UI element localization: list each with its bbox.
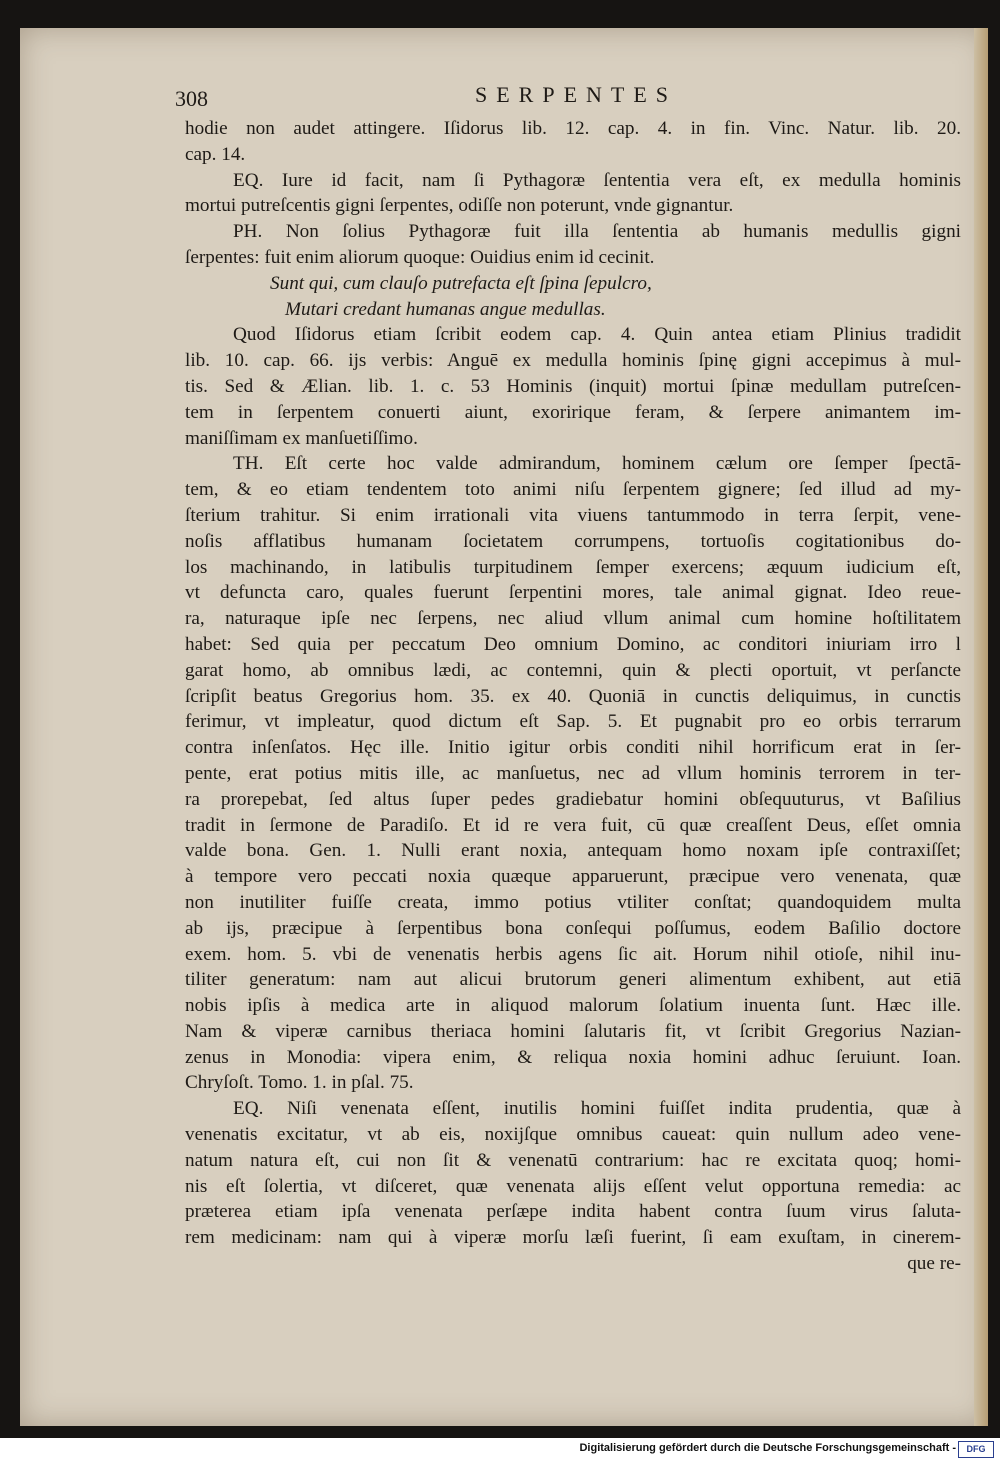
text-line: garat homo, ab omnibus lædi, ac contemni, quin & plecti oportuit, vt perſancte — [185, 659, 961, 681]
running-title: SERPENTES — [475, 82, 678, 107]
text-line: tem in ſerpentem conuerti aiunt, exoririque feram, & ſerpere animantem im- — [185, 401, 961, 423]
text-line: tradit in ſermone de Paradiſo. Et id re vera fuit, cū quæ creaſſent Deus, eſſet omnia — [185, 814, 961, 836]
text-line: ſcripſit beatus Gregorius hom. 35. ex 40. Quoniā in cunctis deliquimus, in cunctis — [185, 685, 961, 707]
text-line: nis eſt ſolertia, vt diſceret, quæ venenata alijs eſſent velut opportuna remedia: ac — [185, 1175, 961, 1197]
text-line: TH. Eſt certe hoc valde admirandum, hominem cælum ore ſemper ſpectā- — [233, 453, 961, 475]
text-line: venenatis excitatur, vt ab eis, noxijſque omnibus caueat: quin nullum adeo vene- — [185, 1124, 961, 1146]
text-line: ſerpentes: fuit enim aliorum quoque: Ouidius enim id cecinit. — [185, 246, 655, 268]
catchword: que re- — [907, 1253, 961, 1275]
text-line: valde bona. Gen. 1. Nulli erant noxia, antequam homo noxam ipſe contraxiſſet; — [185, 840, 961, 862]
text-line: ferimur, vt impleatur, quod dictum eſt Sap. 5. Et pugnabit pro eo orbis terrarum — [185, 711, 961, 733]
text-line: nobis ipſis à medica arte in aliquod malorum ſolatium inuenta ſunt. Hæc ille. — [185, 995, 961, 1017]
text-line: vt defuncta caro, quales fuerunt ſerpentini mores, tale animal gignat. Ideo reue- — [185, 582, 961, 604]
text-line: los machinando, in latibulis turpitudinem ſemper exercens; æquum iudicium eſt, — [185, 556, 961, 578]
text-line: exem. hom. 5. vbi de venenatis herbis agens ſic ait. Horum nihil otioſe, nihil inu- — [185, 943, 961, 965]
verse-line: Mutari credant humanas angue medullas. — [285, 298, 606, 320]
text-line: habet: Sed quia per peccatum Deo omnium Domino, ac conditori iniuriam irro l — [185, 633, 961, 655]
text-line: maniſſimam ex manſuetiſſimo. — [185, 427, 418, 449]
text-line: lib. 10. cap. 66. ijs verbis: Anguē ex medulla hominis ſpinę gigni accepimus à mul- — [185, 350, 961, 372]
dfg-logo-icon: DFG — [958, 1441, 994, 1458]
text-line: contra inſenſatos. Hęc ille. Initio igitur orbis conditi nihil horrificum erat in ſer- — [185, 737, 961, 759]
text-line: tem, & eo etiam tendentem toto animi niſu ſerpentem gignere; ſed illud ad my- — [185, 479, 961, 501]
text-line: præterea etiam ipſa venenata perſæpe indita habent contra ſuum virus ſaluta- — [185, 1201, 961, 1223]
page-edge — [974, 28, 988, 1426]
text-line: hodie non audet attingere. Iſidorus lib. 12. cap. 4. in fin. Vinc. Natur. lib. 20. — [185, 118, 961, 139]
text-line: EQ. Iure id facit, nam ſi Pythagoræ ſententia vera eſt, ex medulla hominis — [233, 169, 961, 191]
text-line: EQ. Niſi venenata eſſent, inutilis homini fuiſſet indita prudentia, quæ à — [233, 1098, 961, 1120]
text-line: rem medicinam: nam qui à viperæ morſu læſi fuerint, ſi eam exuſtam, in cinerem- — [185, 1227, 961, 1249]
text-line: natum natura eſt, cui non ſit & venenatū contrarium: hac re excitata quoq; homi- — [185, 1149, 961, 1171]
text-line: PH. Non ſolius Pythagoræ fuit illa ſententia ab humanis medullis gigni — [233, 221, 961, 243]
text-line: Nam & viperæ carnibus theriaca homini ſalutaris fit, vt ſcribit Gregorius Nazian- — [185, 1020, 961, 1042]
text-line: mortui putreſcentis gigni ſerpentes, odiſſe non poterunt, vnde gignantur. — [185, 195, 734, 217]
text-line: ra prorepebat, ſed altus ſuper pedes gradiebatur homini obſequuturus, vt Baſilius — [185, 788, 961, 810]
text-line: noſis afflatibus humanam ſocietatem corrumpens, tortuoſis cogitationibus do- — [185, 530, 961, 552]
text-line: tis. Sed & Ælian. lib. 1. c. 53 Hominis (inquit) mortui ſpinæ medullam putreſcen- — [185, 375, 961, 397]
page-number: 308 — [175, 86, 208, 111]
text-line: cap. 14. — [185, 143, 246, 165]
verse-line: Sunt qui, cum clauſo putrefacta eſt ſpina ſepulcro, — [270, 272, 652, 294]
text-line: Chryſoſt. Tomo. 1. in pſal. 75. — [185, 1072, 414, 1094]
funding-credit: Digitalisierung gefördert durch die Deutsche Forschungsgemeinschaft - — [579, 1442, 956, 1454]
text-line: pente, erat potius mitis ille, ac manſuetus, nec ad vllum hominis terrorem in ter- — [185, 762, 961, 784]
text-line: Quod Iſidorus etiam ſcribit eodem cap. 4. Quin antea etiam Plinius tradidit — [233, 324, 961, 346]
text-line: tiliter generatum: nam aut alicui brutorum generi alimentum exhibent, aut etiā — [185, 969, 961, 991]
body-text — [185, 116, 961, 1277]
running-head — [175, 80, 715, 114]
footer-strip — [0, 1438, 1000, 1460]
text-line: ra, naturaque ipſe nec ſerpens, nec aliud vllum animal cum homine hoſtilitatem — [185, 608, 961, 630]
text-line: zenus in Monodia: vipera enim, & reliqua noxia homini adhuc ſeruiunt. Ioan. — [185, 1046, 961, 1068]
text-line: non inutiliter fuiſſe creata, immo potius vtiliter conſtat; quandoquidem multa — [185, 891, 961, 913]
text-line: ab ijs, præcipue à ſerpentibus bona conſequi poſſumus, eodem Baſilio doctore — [185, 917, 961, 939]
text-line: à tempore vero peccati noxia quæque apparuerunt, præcipue vero venenata, quæ — [185, 866, 961, 888]
text-line: ſterium trahitur. Si enim irrationali vita viuens tantummodo in terra ſerpit, vene- — [185, 504, 961, 526]
